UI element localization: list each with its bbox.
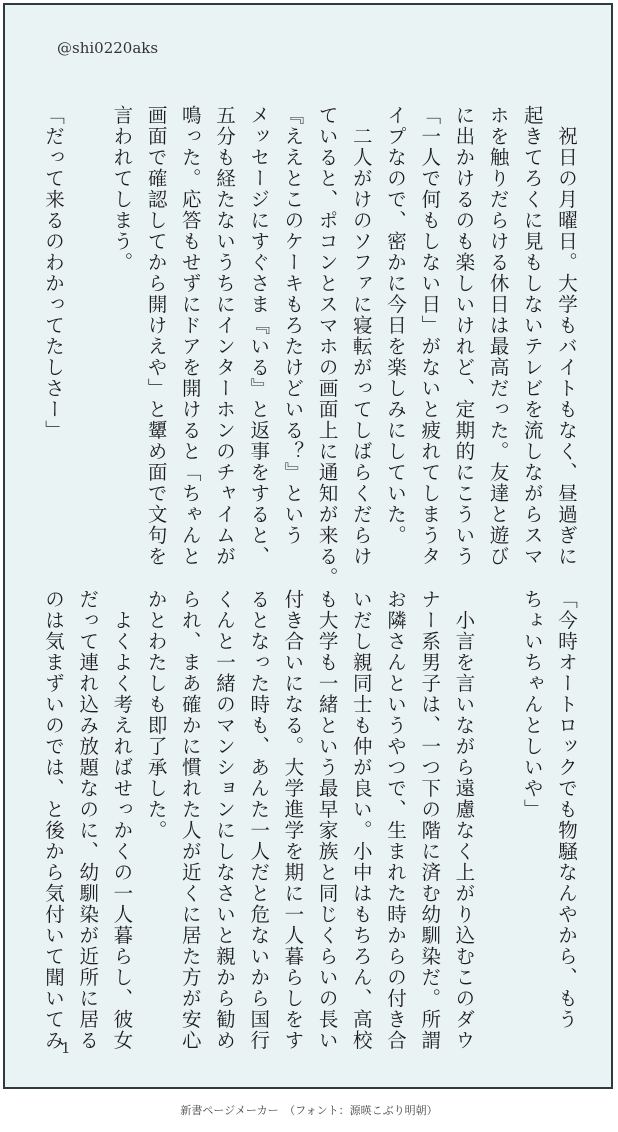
text-line: 画面で確認してから開けえや」と顰め面で文句を bbox=[144, 105, 168, 567]
text-line bbox=[480, 589, 514, 1019]
manuscript-page bbox=[3, 3, 613, 1089]
text-line: メッセージにすぐさま『いる』と返事をすると、 bbox=[247, 105, 271, 567]
text-line: に出かけるのも楽しいけれど、定期的にこういう bbox=[452, 105, 476, 567]
text-line: 二人がけのソファに寝転がってしばらくだらけ bbox=[349, 105, 373, 567]
text-line: も大学も一緒という最早家族と同じくらいの長い bbox=[315, 589, 339, 1051]
text-line: るとなった時も、あんた一人だと危ないから国行 bbox=[247, 589, 271, 1051]
text-line: られ、まあ確かに慣れた人が近くに居た方が安心 bbox=[178, 589, 202, 1051]
text-line: だって連れ込み放題なのに、幼馴染が近所に居る bbox=[76, 589, 100, 1051]
text-line: のは気まずいのでは、と後から気付いて聞いてみ bbox=[41, 589, 65, 1051]
text-line: ちょいちゃんとしいや」 bbox=[520, 589, 544, 820]
text-line: 祝日の月曜日。大学もバイトもなく、昼過ぎに bbox=[554, 105, 578, 567]
footer-caption: 新書ページメーカー （フォント：源暎こぶり明朝） bbox=[180, 1104, 438, 1117]
author-handle: @shi0220aks bbox=[57, 39, 159, 57]
text-line: かとわたしも即了承した。 bbox=[144, 589, 168, 841]
text-line bbox=[70, 105, 104, 525]
page-number: 1 bbox=[61, 1039, 71, 1057]
text-line: ていると、ポコンとスマホの画面上に通知が来る。 bbox=[315, 105, 339, 588]
text-line: 起きてろくに見もしないテレビを流しながらスマ bbox=[520, 105, 544, 567]
text-line: いだし親同士も仲が良い。小中はもちろん、高校 bbox=[349, 589, 373, 1051]
text-line: 『ええとこのケーキもろたけどいる？』という bbox=[281, 105, 305, 546]
text-line: 言われてしまう。 bbox=[110, 105, 134, 273]
text-line: 小言を言いながら遠慮なく上がり込むこのダウ bbox=[452, 589, 476, 1051]
text-line: 付き合いになる。大学進学を期に一人暮らしをす bbox=[281, 589, 305, 1051]
text-line: よくよく考えればせっかくの一人暮らし、彼女 bbox=[110, 589, 134, 1051]
text-line: 鳴った。応答もせずにドアを開けると「ちゃんと bbox=[178, 105, 202, 567]
text-line: 「今時オートロックでも物騒なんやから、もう bbox=[554, 589, 578, 1030]
text-line: お隣さんというやつで、生まれた時からの付き合 bbox=[383, 589, 407, 1051]
text-line: 五分も経たないうちにインターホンのチャイムが bbox=[212, 105, 236, 567]
text-line: イプなので、密かに今日を楽しみにしていた。 bbox=[383, 105, 407, 546]
text-line: ナー系男子は、一つ下の階に済む幼馴染だ。所謂 bbox=[418, 589, 442, 1051]
text-line: 「だって来るのわかってたしさー」 bbox=[41, 105, 65, 441]
text-line: 「一人で何もしない日」がないと疲れてしまうタ bbox=[418, 105, 442, 567]
text-line: ホを触りだらける休日は最高だった。友達と遊び bbox=[486, 105, 510, 567]
text-line: くんと一緒のマンションにしなさいと親から勧め bbox=[212, 589, 236, 1051]
